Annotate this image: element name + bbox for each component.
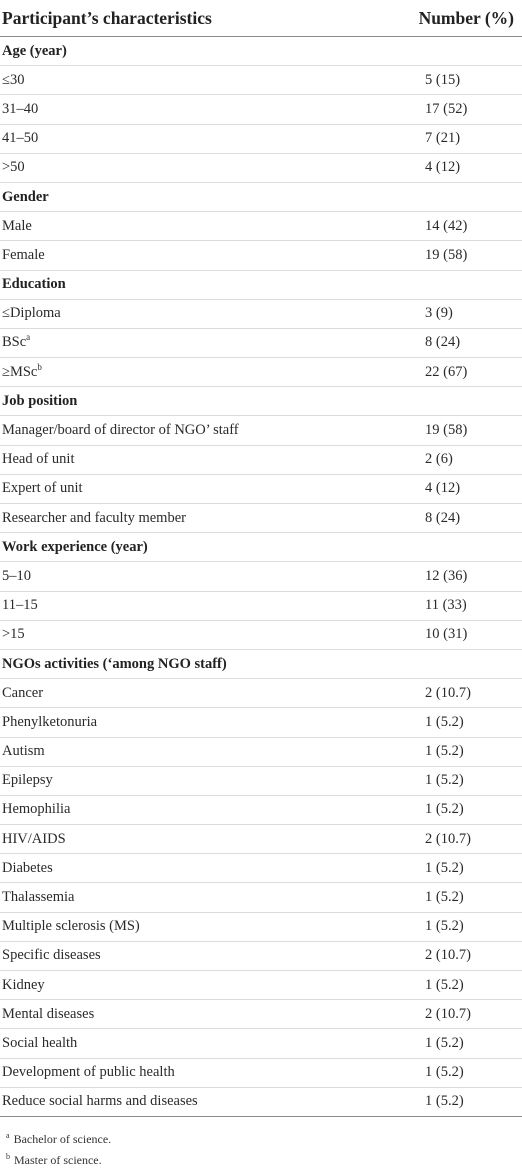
table-row	[0, 95, 522, 124]
label-text: Diabetes	[2, 859, 53, 876]
row-value: 2 (6)	[402, 445, 522, 474]
row-value	[402, 270, 522, 299]
table-row	[0, 708, 522, 737]
row-value	[402, 37, 522, 66]
label-text: Thalassemia	[2, 889, 75, 906]
section-header-row	[0, 182, 522, 211]
table-row	[0, 591, 522, 620]
label-text: Work experience (year)	[2, 538, 148, 555]
row-label	[0, 737, 402, 766]
table-body	[0, 37, 522, 1117]
label-text: Age (year)	[2, 42, 67, 59]
footnote-marker: a	[26, 332, 31, 343]
row-value: 10 (31)	[402, 620, 522, 649]
table-row	[0, 825, 522, 854]
table-row	[0, 445, 522, 474]
table-row	[0, 1000, 522, 1029]
section-label	[0, 270, 402, 299]
row-label	[0, 971, 402, 1000]
table-row	[0, 1087, 522, 1116]
label-text: Education	[2, 276, 66, 293]
row-value: 1 (5.2)	[402, 1029, 522, 1058]
row-value	[402, 533, 522, 562]
row-value: 1 (5.2)	[402, 1058, 522, 1087]
row-value: 1 (5.2)	[402, 737, 522, 766]
table-row	[0, 766, 522, 795]
table-row	[0, 620, 522, 649]
row-label	[0, 124, 402, 153]
row-label	[0, 328, 402, 357]
footnote-marker: b	[37, 361, 42, 372]
label-text: Hemophilia	[2, 801, 71, 818]
table-header	[0, 0, 522, 37]
table-row	[0, 66, 522, 95]
row-value: 19 (58)	[402, 416, 522, 445]
label-text: >50	[2, 159, 25, 176]
section-label	[0, 387, 402, 416]
section-header-row	[0, 533, 522, 562]
row-value: 11 (33)	[402, 591, 522, 620]
table-row	[0, 1058, 522, 1087]
row-value: 2 (10.7)	[402, 825, 522, 854]
section-label	[0, 182, 402, 211]
row-label	[0, 912, 402, 941]
row-label	[0, 795, 402, 824]
row-label	[0, 1029, 402, 1058]
label-text: HIV/AIDS	[2, 830, 66, 847]
label-text: Male	[2, 217, 32, 234]
row-label	[0, 708, 402, 737]
table-row	[0, 212, 522, 241]
footnote-text: Bachelor of science.	[13, 1131, 112, 1146]
table-row	[0, 679, 522, 708]
label-text: Development of public health	[2, 1064, 175, 1081]
row-value: 2 (10.7)	[402, 1000, 522, 1029]
footnote-mark: b	[6, 1151, 10, 1161]
row-label	[0, 854, 402, 883]
table-row	[0, 1029, 522, 1058]
row-value: 1 (5.2)	[402, 883, 522, 912]
row-value	[402, 182, 522, 211]
row-label	[0, 591, 402, 620]
table-row	[0, 328, 522, 357]
table-row	[0, 941, 522, 970]
section-header-row	[0, 387, 522, 416]
table-row	[0, 971, 522, 1000]
row-value	[402, 649, 522, 678]
footnote	[6, 1129, 522, 1150]
row-label	[0, 299, 402, 328]
row-value: 2 (10.7)	[402, 679, 522, 708]
label-text: Mental diseases	[2, 1005, 95, 1022]
label-text: Job position	[2, 392, 78, 409]
table-footnotes	[0, 1129, 522, 1171]
row-value: 4 (12)	[402, 474, 522, 503]
table-row	[0, 241, 522, 270]
row-value: 8 (24)	[402, 328, 522, 357]
row-label	[0, 153, 402, 182]
section-header-row	[0, 37, 522, 66]
footnote-mark: a	[6, 1130, 10, 1140]
table-row	[0, 795, 522, 824]
label-text: Epilepsy	[2, 772, 53, 789]
row-value: 2 (10.7)	[402, 941, 522, 970]
row-value: 14 (42)	[402, 212, 522, 241]
label-text: ≤Diploma	[2, 305, 61, 322]
row-label	[0, 941, 402, 970]
label-text: >15	[2, 626, 25, 643]
label-text: 41–50	[2, 130, 39, 147]
row-value: 1 (5.2)	[402, 795, 522, 824]
label-text: Manager/board of director of NGO’ staff	[2, 422, 239, 439]
label-text: BSc	[2, 334, 27, 351]
row-label	[0, 883, 402, 912]
footnote	[6, 1150, 522, 1171]
row-value: 3 (9)	[402, 299, 522, 328]
row-label	[0, 504, 402, 533]
row-label	[0, 66, 402, 95]
label-text: NGOs activities (‘among NGO staff)	[2, 655, 227, 672]
row-label	[0, 445, 402, 474]
label-text: Head of unit	[2, 451, 75, 468]
row-label	[0, 1087, 402, 1116]
label-text: Social health	[2, 1034, 78, 1051]
row-value: 1 (5.2)	[402, 854, 522, 883]
row-value: 17 (52)	[402, 95, 522, 124]
table-row	[0, 299, 522, 328]
row-label	[0, 679, 402, 708]
label-text: Autism	[2, 743, 45, 760]
label-text: 31–40	[2, 100, 39, 117]
table-row	[0, 358, 522, 387]
row-value: 1 (5.2)	[402, 708, 522, 737]
section-header-row	[0, 649, 522, 678]
row-value: 12 (36)	[402, 562, 522, 591]
label-text: Cancer	[2, 684, 44, 701]
label-text: 5–10	[2, 567, 31, 584]
footnote-text: Master of science.	[14, 1152, 102, 1167]
table-row	[0, 883, 522, 912]
table-row	[0, 737, 522, 766]
label-text: Specific diseases	[2, 947, 101, 964]
label-text: Researcher and faculty member	[2, 509, 186, 526]
table-row	[0, 474, 522, 503]
header-row	[0, 0, 522, 37]
row-value: 7 (21)	[402, 124, 522, 153]
row-value	[402, 387, 522, 416]
row-label	[0, 416, 402, 445]
table-row	[0, 416, 522, 445]
label-text: Gender	[2, 188, 49, 205]
row-label	[0, 766, 402, 795]
label-text: Reduce social harms and diseases	[2, 1093, 198, 1110]
label-text: ≤30	[2, 71, 25, 88]
section-label	[0, 37, 402, 66]
row-value: 1 (5.2)	[402, 766, 522, 795]
row-label	[0, 562, 402, 591]
header-number-percent: Number (%)	[402, 0, 522, 37]
row-value: 19 (58)	[402, 241, 522, 270]
row-label	[0, 358, 402, 387]
table-row	[0, 124, 522, 153]
row-value: 8 (24)	[402, 504, 522, 533]
row-label	[0, 1000, 402, 1029]
row-value: 22 (67)	[402, 358, 522, 387]
row-value: 1 (5.2)	[402, 1087, 522, 1116]
label-text: Expert of unit	[2, 480, 83, 497]
row-label	[0, 241, 402, 270]
label-text: Kidney	[2, 976, 45, 993]
row-label	[0, 620, 402, 649]
label-text: Multiple sclerosis (MS)	[2, 918, 140, 935]
label-text: 11–15	[2, 597, 38, 614]
section-label	[0, 649, 402, 678]
table-row	[0, 854, 522, 883]
row-label	[0, 212, 402, 241]
row-value: 1 (5.2)	[402, 912, 522, 941]
label-text: Female	[2, 246, 45, 263]
table-row	[0, 912, 522, 941]
section-header-row	[0, 270, 522, 299]
table-row	[0, 153, 522, 182]
table-row	[0, 562, 522, 591]
row-label	[0, 95, 402, 124]
row-value: 4 (12)	[402, 153, 522, 182]
row-label	[0, 474, 402, 503]
section-label	[0, 533, 402, 562]
row-label	[0, 825, 402, 854]
row-value: 5 (15)	[402, 66, 522, 95]
table-row	[0, 504, 522, 533]
label-text: ≥MSc	[2, 363, 38, 380]
header-characteristics: Participant’s characteristics	[0, 0, 402, 37]
label-text: Phenylketonuria	[2, 713, 98, 730]
row-label	[0, 1058, 402, 1087]
row-value: 1 (5.2)	[402, 971, 522, 1000]
